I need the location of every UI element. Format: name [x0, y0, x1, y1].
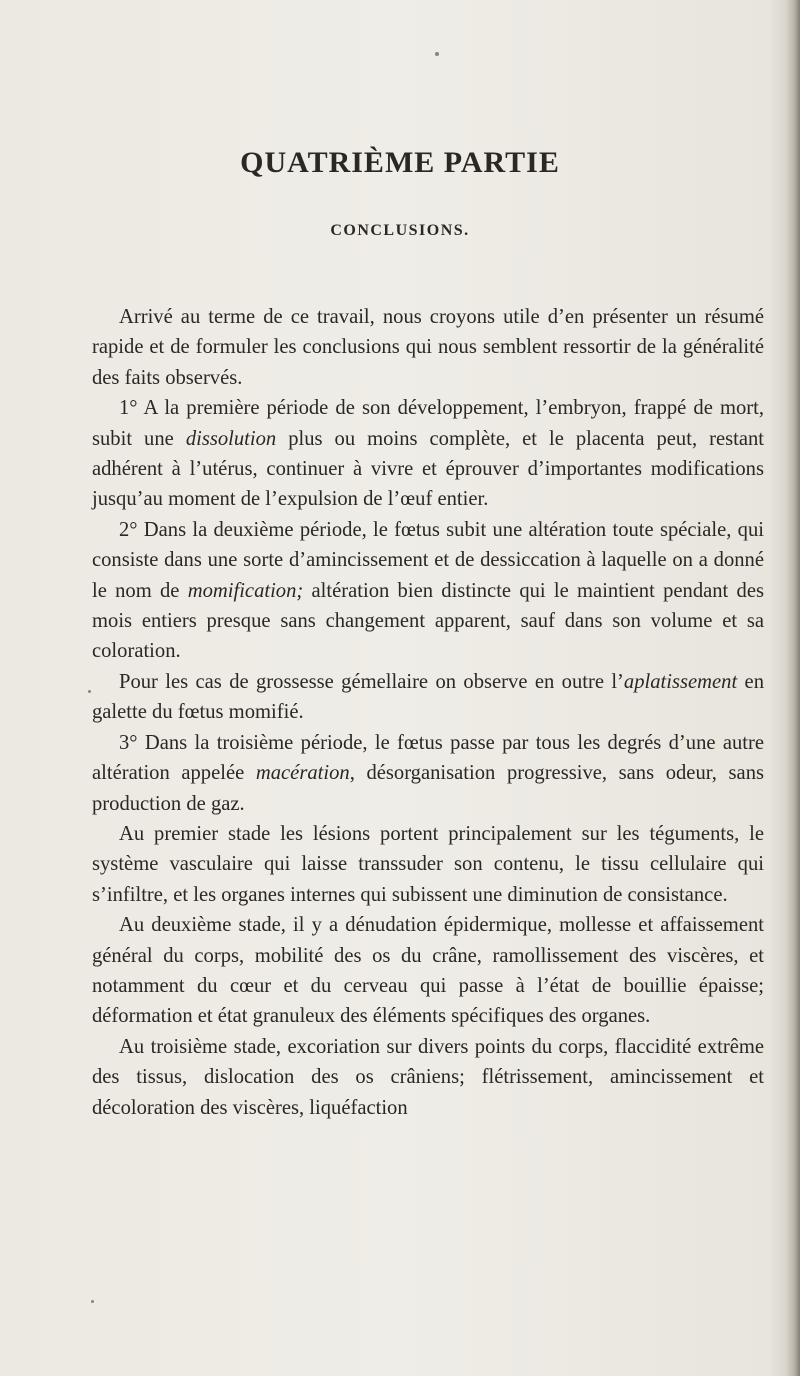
- italic-term: momification;: [187, 579, 304, 602]
- paragraph-text: plus ou moins complète, et le placenta peut, restant adhérent à l’utérus, continuer à vivre et éprouver d’importantes modifications jusqu’au moment de l’expulsion de l’œuf entier.: [92, 427, 764, 511]
- paragraph: [92, 1032, 764, 1123]
- italic-term: aplatissement: [623, 670, 738, 693]
- paragraph-text: Au troisième stade, excoriation sur divers points du corps, flaccidité extrême des tissus, dislocation des os crâniens; flétrissement, amincissement et décoloration des viscères, liquéfaction: [92, 1035, 764, 1119]
- paragraph-text: 2° Dans la deuxième période, le fœtus subit une altération toute spéciale, qui consiste dans une sorte d’amincissement et de dessiccation à laquelle on a donné le nom de: [92, 518, 764, 602]
- paragraph-text: Au premier stade les lésions portent principalement sur les téguments, le système vasculaire qui laisse transsuder son contenu, le tissu cellulaire qui s’infiltre, et les organes internes qui subissent une diminution de consistance.: [92, 822, 764, 906]
- paragraph: [92, 302, 764, 393]
- paragraph-text: Au deuxième stade, il y a dénudation épidermique, mollesse et affaissement général du corps, mobilité des os du crâne, ramollissement des viscères, et notamment du cœur et du cerveau qui passe à l’état de bouillie épaisse; déformation et état granuleux des éléments spécifiques des organes.: [92, 914, 764, 1028]
- paragraph-text: 3° Dans la troisième période, le fœtus passe par tous les degrés d’une autre altération appelée: [92, 731, 764, 785]
- paragraph-text: Arrivé au terme de ce travail, nous croyons utile d’en présenter un résumé rapide et de formuler les conclusions qui nous semblent ressortir de la généralité des faits observés.: [92, 306, 764, 389]
- body-text: [92, 302, 764, 1123]
- scan-speck: [91, 1300, 94, 1303]
- paragraph: [92, 728, 764, 819]
- scan-speck: [435, 52, 439, 56]
- paragraph-text: en galette du fœtus momifié.: [92, 670, 764, 724]
- paragraph: [92, 667, 764, 728]
- section-title: CONCLUSIONS.: [330, 222, 470, 239]
- italic-term: macération: [255, 762, 350, 785]
- paragraph-text: altération bien distincte qui le maintient pendant des mois entiers presque sans changement apparent, sauf dans son volume et sa coloration.: [92, 579, 764, 663]
- scan-speck: [88, 690, 91, 693]
- paragraph: [92, 515, 764, 667]
- paragraph-text: 1° A la première période de son développement, l’embryon, frappé de mort, subit une: [92, 397, 764, 450]
- page-edge-shadow: [786, 0, 800, 1376]
- paragraph: [92, 819, 764, 910]
- paragraph: [92, 910, 764, 1032]
- paragraph-text: , désorganisation progressive, sans odeur, sans production de gaz.: [92, 762, 765, 815]
- paragraph-text: Pour les cas de grossesse gémellaire on observe en outre l’: [119, 670, 624, 693]
- paragraph: [92, 393, 764, 515]
- italic-term: dissolution: [185, 427, 277, 450]
- part-title: QUATRIÈME PARTIE: [240, 146, 560, 179]
